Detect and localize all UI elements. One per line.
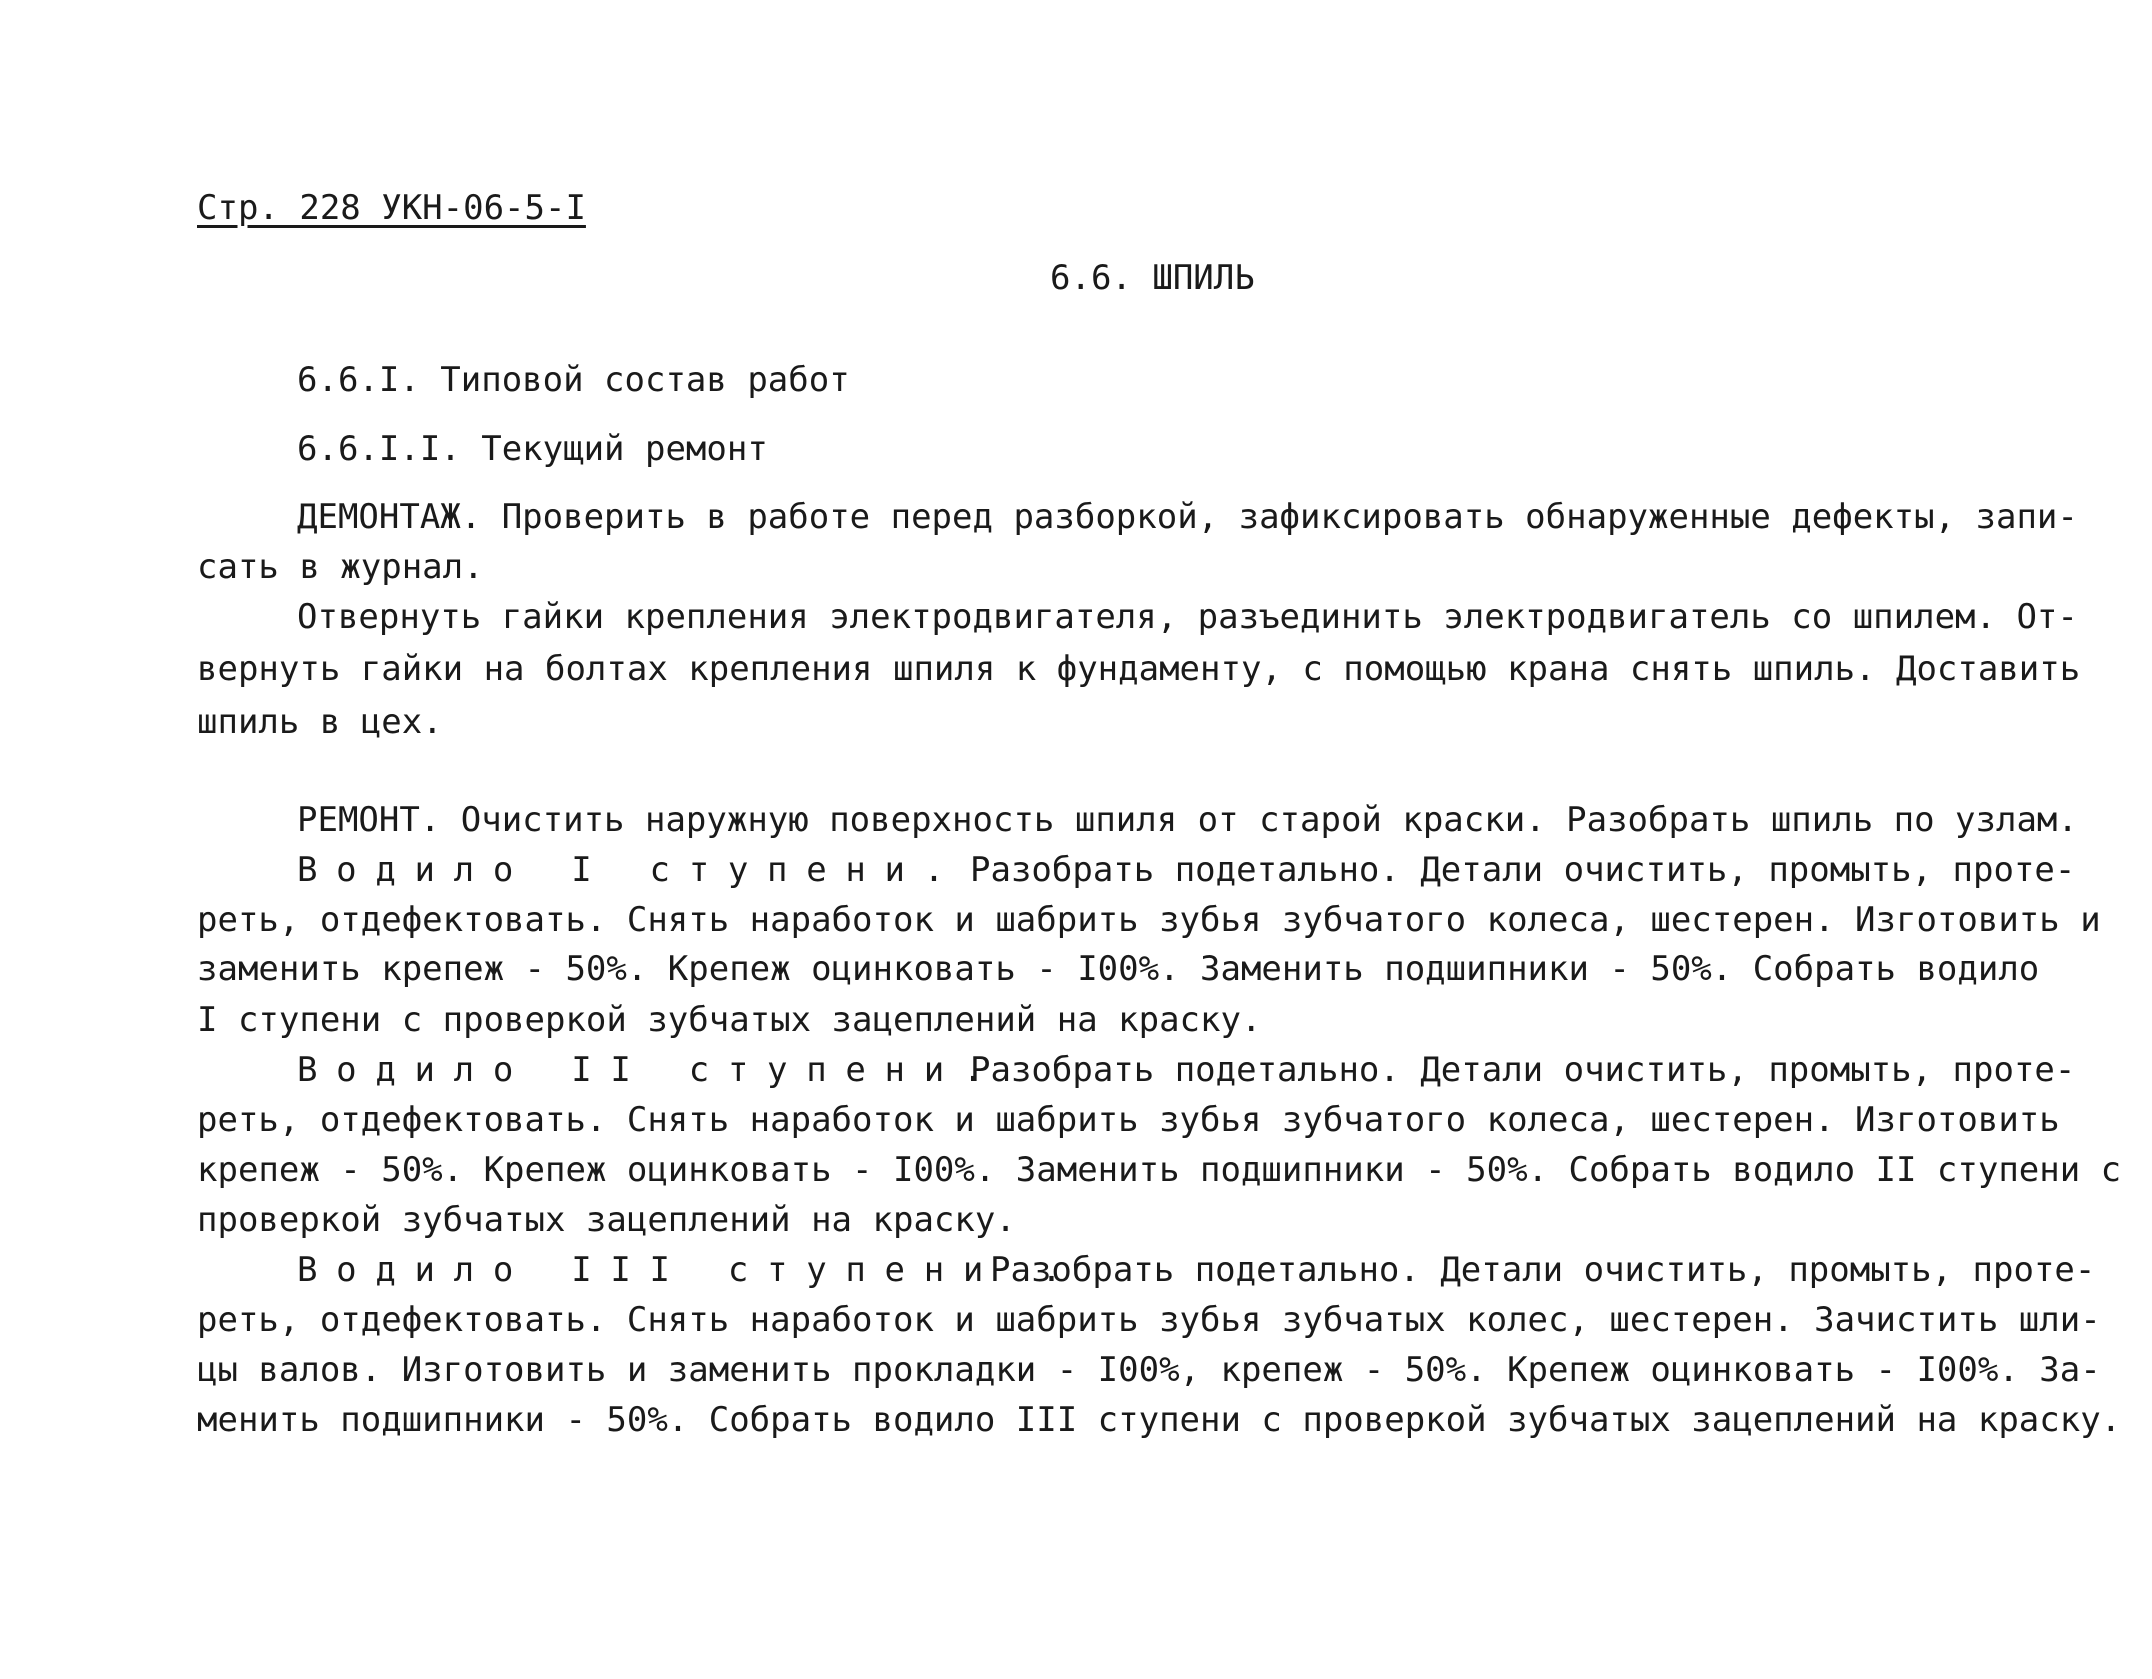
page-reference: Стр. 228 УКН-06-5-I [197,188,586,228]
subheading-spaced: Водило III ступени . [297,1250,1081,1290]
subsection-heading: 6.6.I.I. Текущий ремонт [297,429,768,469]
paragraph-line: РЕМОНТ. Очистить наружную поверхность шпиля от старой краски. Разобрать шпиль по узлам. [297,800,2078,840]
paragraph-line: заменить крепеж - 50%. Крепеж оцинковать - I00%. Заменить подшипники - 50%. Собрать водило [197,949,2040,989]
paragraph-line: проверкой зубчатых зацеплений на краску. [197,1200,1016,1240]
paragraph-line: реть, отдефектовать. Снять наработок и шабрить зубья зубчатых колес, шестерен. Зачистить шли- [197,1300,2101,1340]
paragraph-line: Разобрать подетально. Детали очистить, промыть, проте- [990,1250,2096,1290]
paragraph-line: крепеж - 50%. Крепеж оцинковать - I00%. Заменить подшипники - 50%. Собрать водило II ступени с [197,1150,2122,1190]
paragraph-line: Разобрать подетально. Детали очистить, промыть, проте- [970,1050,2076,1090]
paragraph-line: вернуть гайки на болтах крепления шпиля к фундаменту, с помощью крана снять шпиль. Доставить [197,649,2081,689]
paragraph-line: Разобрать подетально. Детали очистить, промыть, проте- [970,850,2076,890]
paragraph-line: шпиль в цех. [197,702,443,742]
paragraph-line: реть, отдефектовать. Снять наработок и шабрить зубья зубчатого колеса, шестерен. Изготовить [197,1100,2060,1140]
subsection-heading: 6.6.I. Типовой состав работ [297,360,850,400]
section-title: 6.6. ШПИЛЬ [1050,258,1255,298]
paragraph-line: сать в журнал. [197,547,484,587]
paragraph-line: I ступени с проверкой зубчатых зацеплений на краску. [197,1000,1262,1040]
paragraph-line: Отвернуть гайки крепления электродвигателя, разъединить электродвигатель со шпилем. От- [297,597,2078,637]
subheading-spaced: Водило II ступени. [297,1050,1003,1090]
subheading-spaced: Водило I ступени. [297,850,963,890]
paragraph-line: менить подшипники - 50%. Собрать водило III ступени с проверкой зубчатых зацеплений на краску. [197,1400,2122,1440]
paragraph-line: реть, отдефектовать. Снять наработок и шабрить зубья зубчатого колеса, шестерен. Изготовить и [197,900,2101,940]
paragraph-line: ДЕМОНТАЖ. Проверить в работе перед разборкой, зафиксировать обнаруженные дефекты, запи- [297,497,2078,537]
paragraph-line: цы валов. Изготовить и заменить прокладки - I00%, крепеж - 50%. Крепеж оцинковать - I00%. За- [197,1350,2101,1390]
